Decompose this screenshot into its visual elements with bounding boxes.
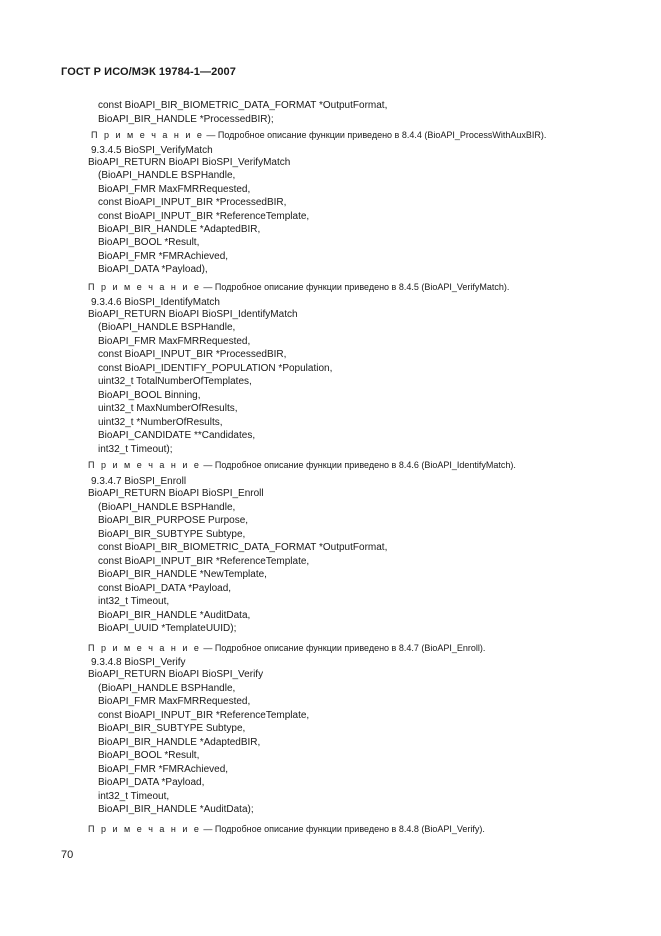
code-text: (BioAPI_HANDLE BSPHandle, [98, 170, 236, 181]
code-text: BioAPI_BOOL Binning, [98, 390, 201, 401]
code-line [98, 515, 248, 527]
code-line [98, 211, 309, 223]
code-line [98, 696, 250, 708]
code-line [98, 376, 252, 388]
code-line [98, 710, 309, 722]
code-line [91, 145, 213, 157]
code-text: BioAPI_BIR_HANDLE *AdaptedBIR, [98, 737, 261, 748]
code-text: const BioAPI_DATA *Payload, [98, 583, 232, 594]
code-line [98, 336, 250, 348]
code-text: BioAPI_CANDIDATE **Candidates, [98, 430, 256, 441]
code-line [88, 157, 290, 169]
code-line [98, 417, 223, 429]
code-line [98, 596, 169, 608]
code-line [91, 297, 220, 309]
code-text: uint32_t *NumberOfResults, [98, 417, 223, 428]
code-line [98, 444, 172, 456]
code-text: const BioAPI_INPUT_BIR *ProcessedBIR, [98, 349, 287, 360]
note-line [88, 823, 485, 835]
code-text: BioAPI_BIR_HANDLE *AuditData, [98, 610, 251, 621]
code-text: BioAPI_BOOL *Result, [98, 237, 200, 248]
code-text: BioAPI_BIR_HANDLE *AuditData); [98, 804, 254, 815]
code-text: BioAPI_RETURN BioAPI BioSPI_Enroll [88, 488, 264, 499]
code-text: const BioAPI_BIR_BIOMETRIC_DATA_FORMAT *OutputFormat, [98, 542, 388, 553]
code-line [98, 224, 260, 236]
code-line [98, 403, 238, 415]
code-text: (BioAPI_HANDLE BSPHandle, [98, 502, 236, 513]
code-text: const BioAPI_IDENTIFY_POPULATION *Population, [98, 363, 333, 374]
code-text: BioAPI_DATA *Payload), [98, 264, 208, 275]
code-line [98, 791, 169, 803]
code-text: BioAPI_BIR_HANDLE *AdaptedBIR, [98, 224, 261, 235]
code-line [98, 430, 255, 442]
code-text: 9.3.4.6 BioSPI_IdentifyMatch [91, 297, 220, 308]
code-line [88, 669, 263, 681]
code-text: BioAPI_FMR *FMRAchieved, [98, 764, 229, 775]
code-text: int32_t Timeout); [98, 444, 173, 455]
code-line [98, 100, 387, 112]
code-line [98, 349, 286, 361]
code-text: BioAPI_BIR_PURPOSE Purpose, [98, 515, 249, 526]
code-line [98, 529, 245, 541]
code-text: const BioAPI_INPUT_BIR *ReferenceTemplate, [98, 556, 310, 567]
code-line [98, 114, 274, 126]
code-line [98, 683, 235, 695]
note-text: — Подробное описание функции приведено в 8.4.7 (BioAPI_Enroll). [200, 643, 486, 653]
code-text: int32_t Timeout, [98, 791, 170, 802]
code-line [91, 657, 186, 669]
code-text: BioAPI_UUID *TemplateUUID); [98, 623, 237, 634]
code-line [98, 777, 204, 789]
code-text: BioAPI_RETURN BioAPI BioSPI_VerifyMatch [88, 157, 291, 168]
code-line [98, 583, 231, 595]
code-line [98, 184, 250, 196]
code-line [98, 502, 235, 514]
code-line [98, 764, 228, 776]
code-line [98, 610, 250, 622]
note-line [88, 459, 516, 471]
code-line [98, 322, 235, 334]
code-text: BioAPI_BOOL *Result, [98, 750, 200, 761]
code-line [98, 556, 309, 568]
note-text: — Подробное описание функции приведено в 8.4.8 (BioAPI_Verify). [200, 824, 485, 834]
code-text: BioAPI_RETURN BioAPI BioSPI_Verify [88, 669, 264, 680]
code-line [98, 569, 267, 581]
code-text: 9.3.4.8 BioSPI_Verify [91, 657, 186, 668]
code-text: uint32_t TotalNumberOfTemplates, [98, 376, 252, 387]
code-text: BioAPI_BIR_SUBTYPE Subtype, [98, 723, 246, 734]
code-line [98, 737, 260, 749]
page-number: 70 [61, 849, 74, 861]
code-text: BioAPI_FMR *FMRAchieved, [98, 251, 229, 262]
code-text: const BioAPI_BIR_BIOMETRIC_DATA_FORMAT *OutputFormat, [98, 100, 388, 111]
code-text: 9.3.4.5 BioSPI_VerifyMatch [91, 145, 213, 156]
code-text: BioAPI_BIR_HANDLE *ProcessedBIR); [98, 114, 274, 125]
code-line [98, 542, 387, 554]
note-line [88, 642, 485, 654]
note-text: — Подробное описание функции приведено в 8.4.5 (BioAPI_VerifyMatch). [200, 282, 510, 292]
note-line [91, 129, 546, 141]
note-label: П р и м е ч а н и е [88, 282, 201, 292]
note-label: П р и м е ч а н и е [88, 643, 201, 653]
code-text: BioAPI_FMR MaxFMRRequested, [98, 696, 251, 707]
code-line [98, 237, 199, 249]
code-text: const BioAPI_INPUT_BIR *ReferenceTemplate, [98, 710, 310, 721]
code-line [88, 488, 264, 500]
code-line [98, 723, 245, 735]
code-line [91, 476, 186, 488]
code-text: BioAPI_DATA *Payload, [98, 777, 205, 788]
code-line [98, 264, 208, 276]
code-text: (BioAPI_HANDLE BSPHandle, [98, 322, 236, 333]
code-line [98, 197, 286, 209]
code-line [98, 251, 228, 263]
note-label: П р и м е ч а н и е [88, 460, 201, 470]
code-line [98, 363, 332, 375]
code-line [98, 750, 199, 762]
code-text: BioAPI_FMR MaxFMRRequested, [98, 184, 251, 195]
note-line [88, 281, 509, 293]
note-text: — Подробное описание функции приведено в 8.4.4 (BioAPI_ProcessWithAuxBIR). [203, 130, 547, 140]
code-text: uint32_t MaxNumberOfResults, [98, 403, 238, 414]
code-text: const BioAPI_INPUT_BIR *ProcessedBIR, [98, 197, 287, 208]
note-label: П р и м е ч а н и е [88, 824, 201, 834]
note-label: П р и м е ч а н и е [91, 130, 204, 140]
code-text: int32_t Timeout, [98, 596, 170, 607]
document-header: ГОСТ Р ИСО/МЭК 19784-1—2007 [61, 66, 236, 78]
code-text: (BioAPI_HANDLE BSPHandle, [98, 683, 236, 694]
code-text: BioAPI_RETURN BioAPI BioSPI_IdentifyMatch [88, 309, 298, 320]
code-text: 9.3.4.7 BioSPI_Enroll [91, 476, 187, 487]
code-line [98, 170, 235, 182]
code-text: BioAPI_BIR_HANDLE *NewTemplate, [98, 569, 267, 580]
note-text: — Подробное описание функции приведено в 8.4.6 (BioAPI_IdentifyMatch). [200, 460, 516, 470]
code-text: BioAPI_BIR_SUBTYPE Subtype, [98, 529, 246, 540]
code-line [88, 309, 298, 321]
code-line [98, 390, 200, 402]
code-text: const BioAPI_INPUT_BIR *ReferenceTemplate, [98, 211, 310, 222]
code-line [98, 804, 254, 816]
code-text: BioAPI_FMR MaxFMRRequested, [98, 336, 251, 347]
code-line [98, 623, 236, 635]
